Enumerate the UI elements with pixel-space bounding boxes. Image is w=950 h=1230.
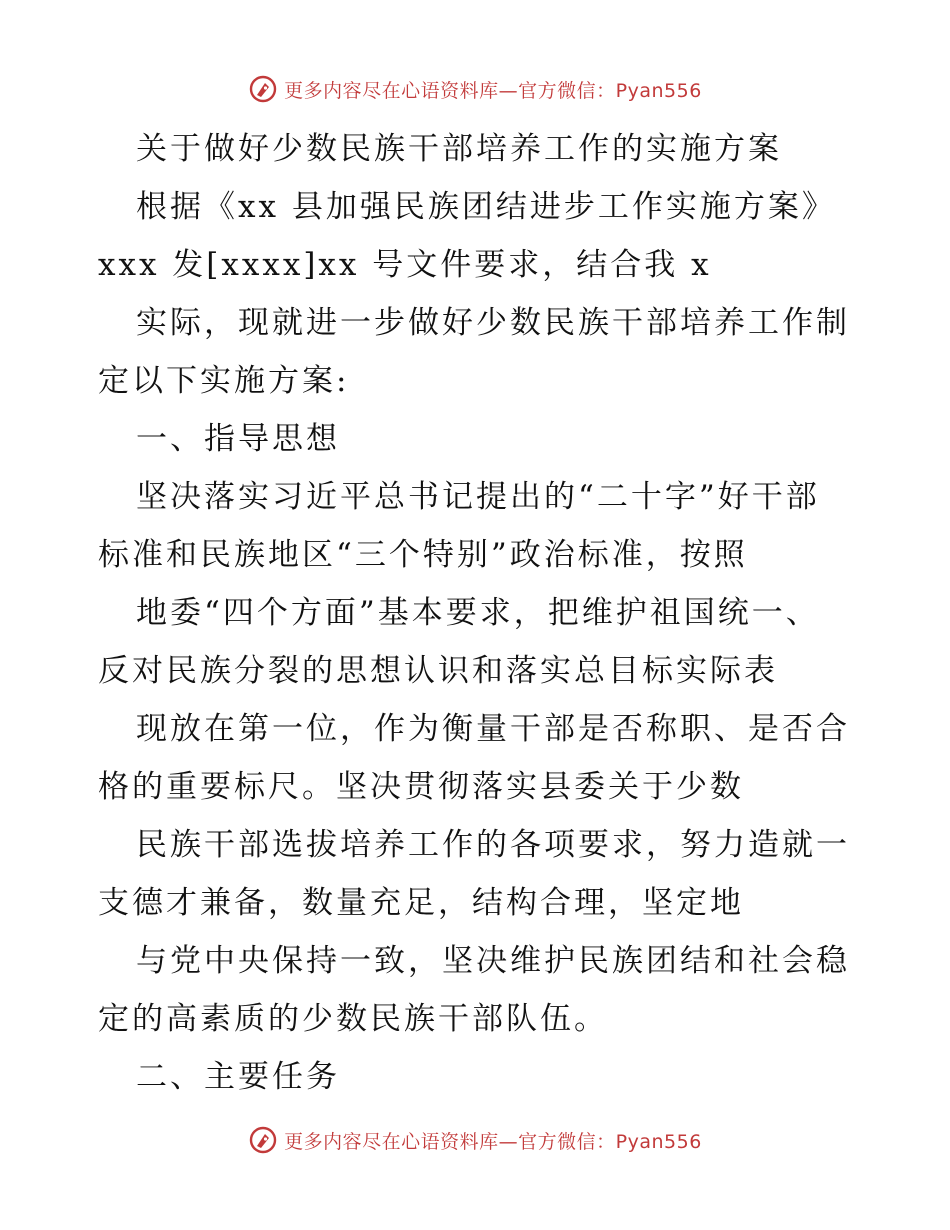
paragraph-line: 实际，现就进一步做好少数民族干部培养工作制 — [136, 305, 850, 341]
paragraph-line: 标准和民族地区“三个特别”政治标准，按照 — [98, 537, 748, 573]
paragraph-line: 定以下实施方案: — [98, 363, 350, 399]
header-watermark — [0, 72, 950, 106]
section-heading-guiding-thought: 一、指导思想 — [136, 421, 340, 457]
footer-watermark — [0, 1123, 950, 1157]
paragraph-line: 反对民族分裂的思想认识和落实总目标实际表 — [98, 653, 778, 689]
document-body — [98, 120, 858, 1106]
paragraph-line: 支德才兼备，数量充足，结构合理，坚定地 — [98, 885, 744, 921]
paragraph-line: 民族干部选拔培养工作的各项要求，努力造就一 — [136, 827, 850, 863]
paragraph-line: 地委“四个方面”基本要求，把维护祖国统一、 — [136, 595, 820, 631]
watermark-text: 更多内容尽在心语资料库—官方微信：Pyan556 — [284, 79, 702, 102]
paragraph-line: 现放在第一位，作为衡量干部是否称职、是否合 — [136, 711, 850, 747]
pen-nib-logo-icon — [248, 1125, 278, 1155]
document-title: 关于做好少数民族干部培养工作的实施方案 — [136, 131, 782, 167]
section-heading-main-tasks: 二、主要任务 — [136, 1059, 340, 1095]
paragraph-line: 根据《xx 县加强民族团结进步工作实施方案》 — [136, 189, 836, 225]
watermark-text: 更多内容尽在心语资料库—官方微信：Pyan556 — [284, 1130, 702, 1153]
paragraph-line: 格的重要标尺。坚决贯彻落实县委关于少数 — [98, 769, 744, 805]
paragraph-line: 定的高素质的少数民族干部队伍。 — [98, 1001, 608, 1037]
paragraph-line: 坚决落实习近平总书记提出的“二十字”好干部 — [136, 479, 820, 515]
paragraph-line: xxx 发[xxxx]xx 号文件要求，结合我 x — [98, 247, 712, 283]
paragraph-line: 与党中央保持一致，坚决维护民族团结和社会稳 — [136, 943, 850, 979]
pen-nib-logo-icon — [248, 74, 278, 104]
